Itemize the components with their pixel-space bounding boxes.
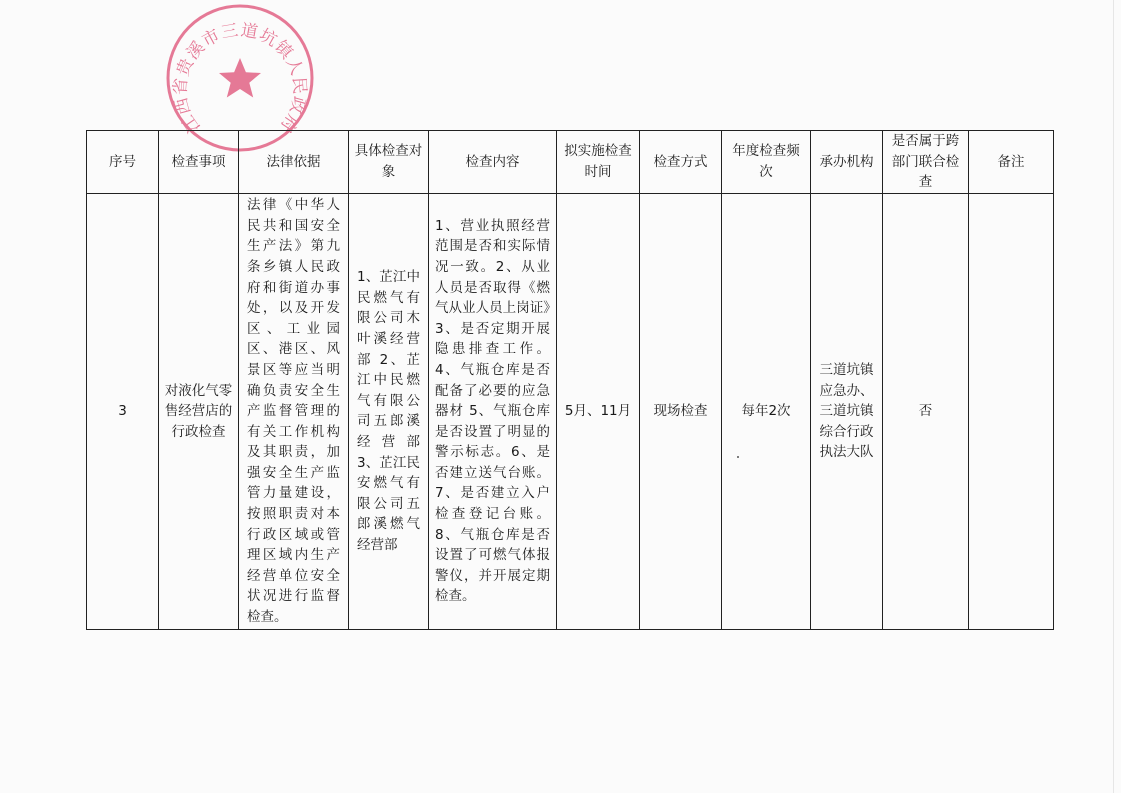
cell-method: 现场检查 (640, 193, 722, 629)
header-joint: 是否属于跨部门联合检查 (883, 131, 969, 194)
cell-joint: 否 (883, 193, 969, 629)
header-content: 检查内容 (429, 131, 557, 194)
inspection-table (86, 130, 1054, 630)
header-index: 序号 (87, 131, 159, 194)
star-icon (219, 58, 261, 98)
header-item: 检查事项 (159, 131, 239, 194)
cell-agency: 三道坑镇应急办、三道坑镇综合行政执法大队 (811, 193, 883, 629)
header-remark: 备注 (969, 131, 1054, 194)
cell-frequency: 每年2次 (722, 193, 811, 629)
scan-speck (737, 456, 739, 458)
cell-time: 5月、11月 (557, 193, 640, 629)
table-row (87, 193, 1054, 629)
cell-content: 1、营业执照经营范围是否和实际情况一致。2、从业人员是否取得《燃气从业人员上岗证》3、是否定期开展隐患排查工作。4、气瓶仓库是否配备了必要的应急器材 5、气瓶仓库是否设置了明显的警示标志。6、是否建立送气台账。7、是否建立入户检查登记台账。8、气瓶仓库是否设置了可燃气体报警仪，并开展定期检查。 (429, 193, 557, 629)
header-frequency: 年度检查频次 (722, 131, 811, 194)
scan-edge-line (1113, 0, 1114, 793)
header-agency: 承办机构 (811, 131, 883, 194)
cell-item: 对液化气零售经营店的行政检查 (159, 193, 239, 629)
header-time: 拟实施检查时间 (557, 131, 640, 194)
cell-remark (969, 193, 1054, 629)
cell-targets: 1、芷江中民燃气有限公司木叶溪经营部 2、芷江中民燃气有限公司五郎溪经营部 3、芷江民安燃气有限公司五郎溪燃气经营部 (349, 193, 429, 629)
header-targets: 具体检查对象 (349, 131, 429, 194)
cell-index: 3 (87, 193, 159, 629)
header-legal-basis: 法律依据 (239, 131, 349, 194)
table-header-row (87, 131, 1054, 194)
header-method: 检查方式 (640, 131, 722, 194)
cell-legal-basis: 法律《中华人民共和国安全生产法》第九条乡镇人民政府和街道办事处，以及开发区、工业园区、港区、风景区等应当明确负责安全生产监督管理的有关工作机构及其职责，加强安全生产监管力量建设，按照职责对本行政区域或管理区域内生产经营单位安全状况进行监督检查。 (239, 193, 349, 629)
seal-text: 江西省贵溪市三道坑镇人民政府 (170, 20, 310, 137)
